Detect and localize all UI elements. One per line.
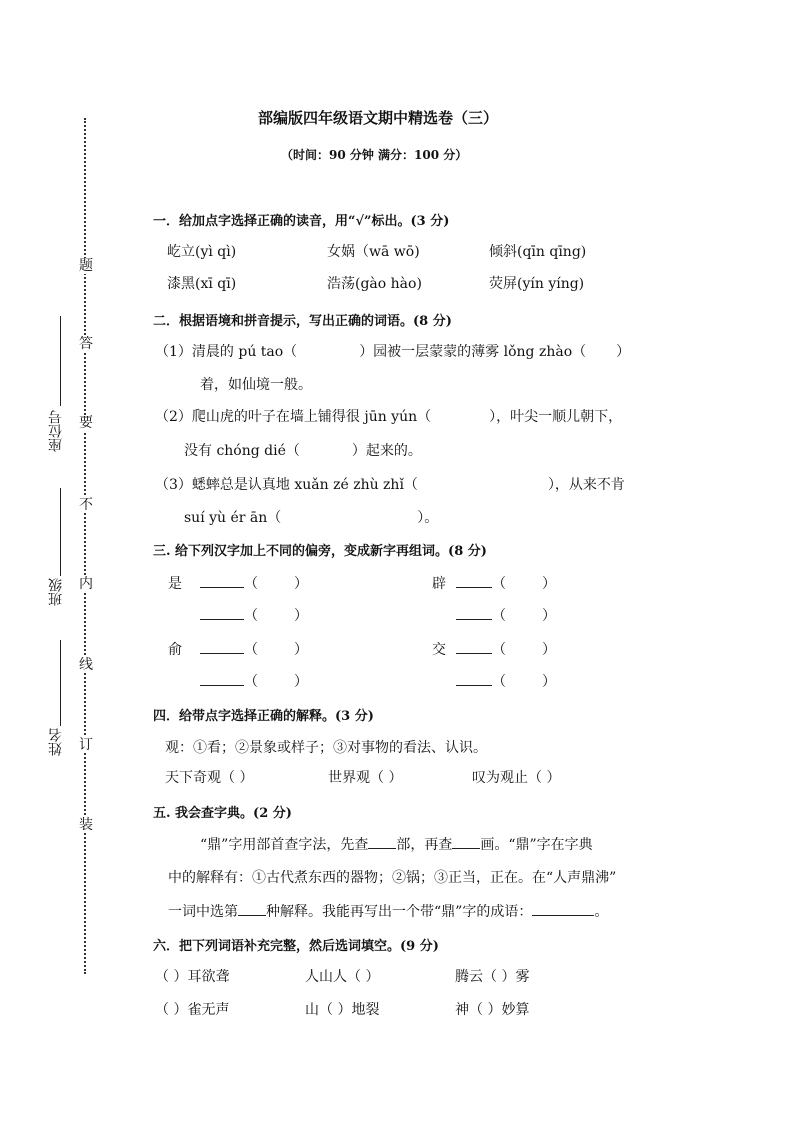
question-2-3-cont [184, 507, 438, 527]
section-1-heading: 一．给加点字选择正确的读音，用“√”标出。(3 分) [153, 214, 450, 229]
paren: （ [492, 642, 506, 658]
text: suí yù ér ān（ [184, 510, 282, 526]
paren: ） [542, 608, 556, 624]
text: ）。 [417, 510, 439, 526]
text: ），从来不肯 [547, 477, 625, 493]
paren: ） [294, 576, 308, 592]
question-2-2-cont [184, 440, 422, 460]
pinyin-choice[interactable]: 女娲（wā wō) [327, 244, 420, 260]
paren: ） [294, 642, 308, 658]
answer-blank[interactable] [238, 901, 266, 916]
idiom-item[interactable]: （ ）耳欲聋 [155, 969, 230, 985]
page-subtitle: （时间：90 分钟 满分：100 分） [281, 148, 468, 162]
base-char: 是 [168, 576, 182, 592]
seal-char: 答 [79, 336, 93, 352]
idiom-item[interactable]: （ ）雀无声 [155, 1002, 230, 1018]
pinyin-choice[interactable]: 屹立(yì qì) [167, 244, 237, 260]
radical-row [456, 671, 556, 691]
question-2-1 [155, 341, 630, 361]
text: ）起来的。 [351, 443, 422, 459]
paren: ） [542, 642, 556, 658]
idiom-blank[interactable] [532, 901, 594, 916]
definition-list: 观：①看；②景象或样子；③对事物的看法、认识。 [165, 740, 487, 756]
base-char: 交 [432, 642, 446, 658]
text: （3）蟋蟀总是认真地 xuǎn zé zhù zhǐ（ [155, 477, 418, 493]
paren: ） [294, 608, 308, 624]
binding-dotted-line [84, 118, 86, 974]
answer-blank[interactable] [452, 834, 480, 849]
text: 一词中选第 [168, 904, 238, 920]
seat-number-label: 座位号 [48, 410, 64, 452]
seal-char: 订 [79, 737, 93, 753]
question-2-2 [155, 406, 622, 426]
answer-blank[interactable] [368, 834, 396, 849]
meaning-question[interactable]: 叹为观止（ ） [472, 770, 561, 786]
pinyin-choice[interactable]: 荧屏(yín yíng) [489, 276, 585, 292]
text: ）园被一层蒙蒙的薄雾 lǒng zhào（ [359, 344, 587, 360]
section-6-heading: 六．把下列词语补充完整，然后选词填空。(9 分) [153, 939, 439, 954]
paren: ） [294, 674, 308, 690]
pinyin-choice[interactable]: 浩荡(gào hào) [327, 276, 422, 292]
question-2-1-cont: 着，如仙境一般。 [200, 377, 312, 393]
meaning-question[interactable]: 世界观（ ） [328, 770, 403, 786]
base-char: 辟 [432, 576, 446, 592]
text: ） [616, 344, 631, 360]
meaning-question[interactable]: 天下奇观（ ） [165, 770, 254, 786]
text: （2）爬山虎的叶子在墙上铺得很 jūn yún（ [155, 409, 432, 425]
radical-blank[interactable] [200, 573, 244, 588]
pinyin-choice[interactable]: 倾斜(qīn qīng) [489, 244, 587, 260]
paren: （ [492, 608, 506, 624]
idiom-item[interactable]: 神（ ）妙算 [455, 1002, 530, 1018]
radical-blank[interactable] [456, 671, 492, 686]
text: （1）清晨的 pú tao（ [155, 344, 298, 360]
paren: （ [244, 608, 258, 624]
text: 。 [594, 904, 609, 920]
paren: （ [244, 576, 258, 592]
section-2-heading: 二．根据语境和拼音提示，写出正确的词语。(8 分) [153, 314, 452, 329]
text: 部，再查 [396, 837, 453, 853]
question-2-3 [155, 474, 625, 494]
text: 画。“鼎”字在字典 [480, 837, 593, 853]
radical-row [200, 605, 308, 625]
radical-blank[interactable] [200, 605, 244, 620]
seal-char: 要 [79, 415, 93, 431]
paren: （ [492, 576, 506, 592]
dictionary-line-3 [168, 901, 608, 921]
base-char: 俞 [168, 642, 182, 658]
idiom-item[interactable]: 腾云（ ）雾 [455, 969, 530, 985]
radical-row [456, 605, 556, 625]
seal-char: 装 [79, 817, 93, 833]
dictionary-line-2: 中的解释有：①古代煮东西的器物；②锅；③正当，正在。在“人声鼎沸” [168, 870, 617, 886]
radical-row [200, 573, 308, 593]
name-blank[interactable] [60, 640, 61, 726]
section-3-heading: 三. 给下列汉字加上不同的偏旁，变成新字再组词。(8 分) [153, 544, 487, 559]
pinyin-choice[interactable]: 漆黑(xī qī) [167, 276, 237, 292]
radical-blank[interactable] [200, 639, 244, 654]
text: “鼎”字用部首查字法，先查 [200, 837, 369, 853]
paren: （ [492, 674, 506, 690]
seal-char: 不 [79, 497, 93, 513]
paren: ） [542, 576, 556, 592]
radical-blank[interactable] [456, 605, 492, 620]
page-title: 部编版四年级语文期中精选卷（三） [258, 109, 499, 127]
radical-blank[interactable] [456, 639, 492, 654]
radical-row [456, 573, 556, 593]
text: 没有 chóng dié（ [184, 443, 300, 459]
seal-char: 线 [79, 657, 93, 673]
radical-blank[interactable] [200, 671, 244, 686]
radical-blank[interactable] [456, 573, 492, 588]
paren: （ [244, 674, 258, 690]
radical-row [456, 639, 556, 659]
text: 种解释。我能再写出一个带“鼎”字的成语： [266, 904, 533, 920]
seal-char: 内 [79, 576, 93, 592]
class-label: 班级 [48, 578, 64, 606]
seal-char: 题 [79, 258, 93, 274]
radical-row [200, 671, 308, 691]
paren: ） [542, 674, 556, 690]
name-label: 姓名 [48, 728, 64, 756]
class-blank[interactable] [60, 488, 61, 576]
dictionary-line-1 [200, 834, 593, 854]
section-5-heading: 五. 我会查字典。(2 分) [153, 806, 292, 821]
radical-row [200, 639, 308, 659]
text: ），叶尖一顺儿朝下， [489, 409, 623, 425]
section-4-heading: 四．给带点字选择正确的解释。(3 分) [153, 709, 374, 724]
seat-number-blank[interactable] [60, 316, 61, 406]
idiom-item[interactable]: 人山人（ ） [305, 969, 380, 985]
paren: （ [244, 642, 258, 658]
idiom-item[interactable]: 山（ ）地裂 [305, 1002, 380, 1018]
